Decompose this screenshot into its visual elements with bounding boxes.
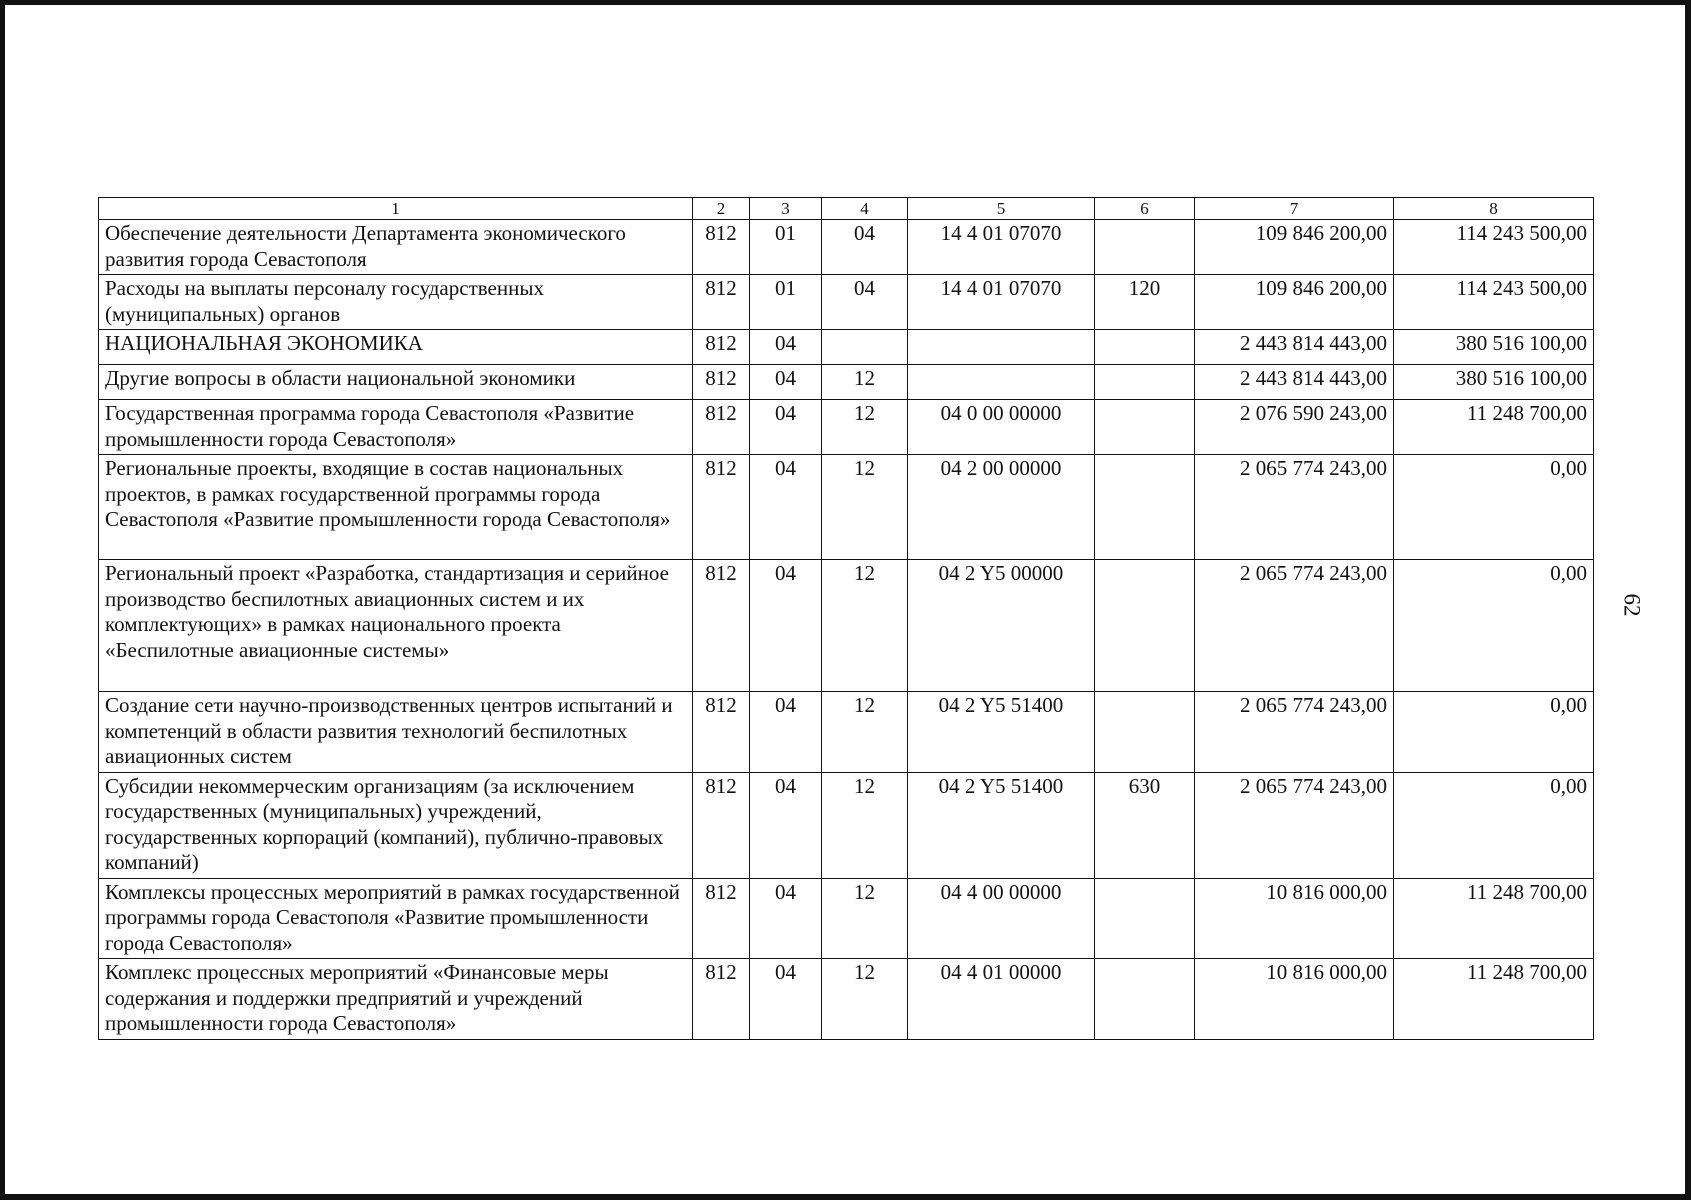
row-vr <box>1095 400 1195 455</box>
row-sum1: 2 076 590 243,00 <box>1195 400 1394 455</box>
row-csr: 04 2 Y5 00000 <box>908 560 1095 692</box>
row-vr <box>1095 365 1195 400</box>
row-name: Комплекс процессных мероприятий «Финансовые меры содержания и поддержки предприятий и учреждений промышленности города Севастополя» <box>99 959 693 1040</box>
row-sum1: 2 065 774 243,00 <box>1195 560 1394 692</box>
row-name: Создание сети научно-производственных центров испытаний и компетенций в области развития технологий беспилотных авиационных систем <box>99 692 693 773</box>
row-vr <box>1095 692 1195 773</box>
page-number: 62 <box>1619 593 1645 617</box>
row-vr: 630 <box>1095 772 1195 878</box>
column-header: 1 <box>99 198 693 220</box>
row-rz: 04 <box>750 959 822 1040</box>
row-pr: 12 <box>822 455 908 560</box>
row-sum1: 2 065 774 243,00 <box>1195 455 1394 560</box>
row-pr: 12 <box>822 365 908 400</box>
table-row <box>99 400 1594 455</box>
scan-border-top <box>0 0 1691 5</box>
row-sum2: 114 243 500,00 <box>1394 275 1594 330</box>
row-csr <box>908 330 1095 365</box>
row-vr <box>1095 330 1195 365</box>
scan-border-bottom <box>0 1194 1691 1200</box>
row-sum2: 114 243 500,00 <box>1394 220 1594 275</box>
column-header: 8 <box>1394 198 1594 220</box>
row-vr: 120 <box>1095 275 1195 330</box>
row-pr: 12 <box>822 772 908 878</box>
row-pr: 12 <box>822 959 908 1040</box>
row-ved: 812 <box>693 400 750 455</box>
row-csr: 04 2 00 00000 <box>908 455 1095 560</box>
table-row <box>99 365 1594 400</box>
row-vr <box>1095 959 1195 1040</box>
row-ved: 812 <box>693 692 750 773</box>
row-csr <box>908 365 1095 400</box>
row-sum2: 0,00 <box>1394 560 1594 692</box>
row-vr <box>1095 455 1195 560</box>
row-vr <box>1095 220 1195 275</box>
row-sum1: 2 065 774 243,00 <box>1195 772 1394 878</box>
row-csr: 04 2 Y5 51400 <box>908 692 1095 773</box>
row-vr <box>1095 878 1195 959</box>
row-sum1: 2 443 814 443,00 <box>1195 365 1394 400</box>
row-rz: 04 <box>750 365 822 400</box>
row-pr: 12 <box>822 560 908 692</box>
row-sum2: 11 248 700,00 <box>1394 959 1594 1040</box>
row-sum2: 11 248 700,00 <box>1394 400 1594 455</box>
row-sum2: 380 516 100,00 <box>1394 365 1594 400</box>
row-sum1: 109 846 200,00 <box>1195 275 1394 330</box>
table-row <box>99 772 1594 878</box>
row-rz: 04 <box>750 455 822 560</box>
row-name: НАЦИОНАЛЬНАЯ ЭКОНОМИКА <box>99 330 693 365</box>
row-sum1: 2 065 774 243,00 <box>1195 692 1394 773</box>
column-header: 3 <box>750 198 822 220</box>
row-pr: 12 <box>822 692 908 773</box>
row-sum2: 0,00 <box>1394 692 1594 773</box>
row-sum1: 2 443 814 443,00 <box>1195 330 1394 365</box>
row-name: Расходы на выплаты персоналу государственных (муниципальных) органов <box>99 275 693 330</box>
row-csr: 14 4 01 07070 <box>908 275 1095 330</box>
row-ved: 812 <box>693 365 750 400</box>
table-header-row <box>99 198 1594 220</box>
row-rz: 04 <box>750 692 822 773</box>
row-pr: 12 <box>822 878 908 959</box>
table-row <box>99 560 1594 692</box>
scan-border-right <box>1685 0 1691 1200</box>
row-name: Государственная программа города Севастополя «Развитие промышленности города Севастополя» <box>99 400 693 455</box>
column-header: 2 <box>693 198 750 220</box>
row-rz: 04 <box>750 772 822 878</box>
table-row <box>99 878 1594 959</box>
row-pr: 04 <box>822 220 908 275</box>
row-ved: 812 <box>693 878 750 959</box>
row-csr: 04 0 00 00000 <box>908 400 1095 455</box>
row-name: Региональный проект «Разработка, стандартизация и серийное производство беспилотных авиационных систем и их комплектующих» в рамках национального проекта «Беспилотные авиационные системы» <box>99 560 693 692</box>
table-row <box>99 959 1594 1040</box>
row-name: Региональные проекты, входящие в состав национальных проектов, в рамках государственной программы города Севастополя «Развитие промышленности города Севастополя» <box>99 455 693 560</box>
row-rz: 01 <box>750 275 822 330</box>
row-ved: 812 <box>693 772 750 878</box>
row-ved: 812 <box>693 560 750 692</box>
row-name: Субсидии некоммерческим организациям (за исключением государственных (муниципальных) учреждений, государственных корпораций (компаний), публично-правовых компаний) <box>99 772 693 878</box>
column-header: 7 <box>1195 198 1394 220</box>
row-sum2: 0,00 <box>1394 455 1594 560</box>
table-row <box>99 275 1594 330</box>
row-ved: 812 <box>693 455 750 560</box>
row-sum2: 11 248 700,00 <box>1394 878 1594 959</box>
row-csr: 04 4 01 00000 <box>908 959 1095 1040</box>
row-sum1: 109 846 200,00 <box>1195 220 1394 275</box>
row-ved: 812 <box>693 959 750 1040</box>
table-row <box>99 220 1594 275</box>
table-row <box>99 455 1594 560</box>
scan-border-left <box>0 0 5 1200</box>
row-rz: 04 <box>750 400 822 455</box>
row-pr: 04 <box>822 275 908 330</box>
row-csr: 14 4 01 07070 <box>908 220 1095 275</box>
column-header: 4 <box>822 198 908 220</box>
row-sum1: 10 816 000,00 <box>1195 878 1394 959</box>
row-sum2: 380 516 100,00 <box>1394 330 1594 365</box>
row-ved: 812 <box>693 330 750 365</box>
row-rz: 01 <box>750 220 822 275</box>
row-ved: 812 <box>693 275 750 330</box>
row-pr: 12 <box>822 400 908 455</box>
row-name: Обеспечение деятельности Департамента экономического развития города Севастополя <box>99 220 693 275</box>
row-rz: 04 <box>750 560 822 692</box>
column-header: 5 <box>908 198 1095 220</box>
row-ved: 812 <box>693 220 750 275</box>
table-row <box>99 330 1594 365</box>
row-sum1: 10 816 000,00 <box>1195 959 1394 1040</box>
row-csr: 04 4 00 00000 <box>908 878 1095 959</box>
row-name: Другие вопросы в области национальной экономики <box>99 365 693 400</box>
row-name: Комплексы процессных мероприятий в рамках государственной программы города Севастополя «Развитие промышленности города Севастополя» <box>99 878 693 959</box>
table-row <box>99 692 1594 773</box>
row-rz: 04 <box>750 878 822 959</box>
column-header: 6 <box>1095 198 1195 220</box>
row-sum2: 0,00 <box>1394 772 1594 878</box>
budget-table <box>98 197 1594 1040</box>
row-vr <box>1095 560 1195 692</box>
row-rz: 04 <box>750 330 822 365</box>
row-csr: 04 2 Y5 51400 <box>908 772 1095 878</box>
row-pr <box>822 330 908 365</box>
